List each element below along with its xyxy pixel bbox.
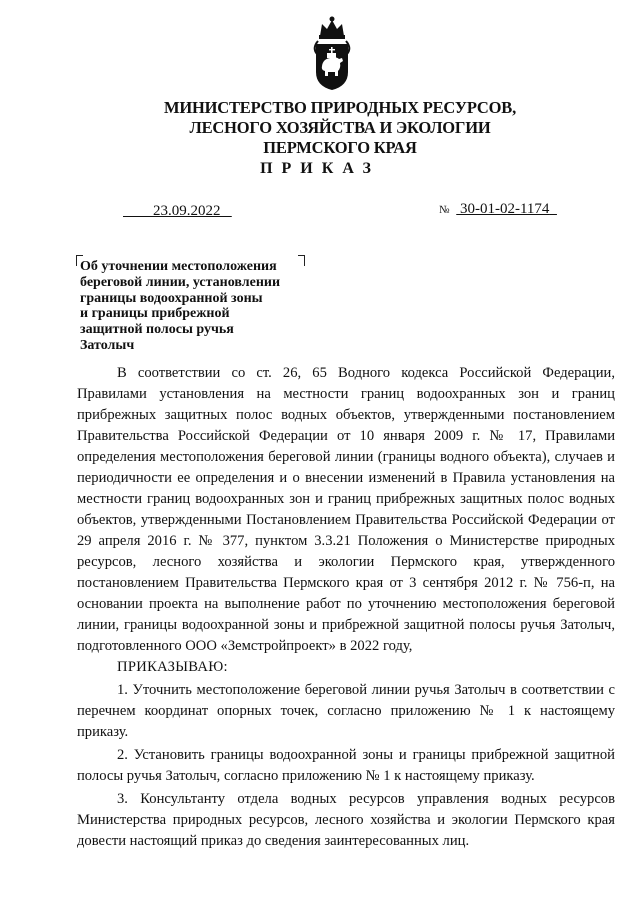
ministry-name [150,98,530,158]
order-item-2: 2. Установить границы водоохранной зоны и границы прибрежной защитной полосы ручья Затолыч, согласно приложению № 1 к настоящему приказу. [77,747,615,784]
subject-line: Затолыч [80,337,135,353]
ministry-line-2: ЛЕСНОГО ХОЗЯЙСТВА И ЭКОЛОГИИ [189,118,491,137]
order-date-value: 23.09.2022 [153,203,221,219]
order-subject [80,259,320,354]
document-type: ПРИКАЗ [260,160,380,177]
order-item-3: 3. Консультанту отдела водных ресурсов управления водных ресурсов Министерства природных ресурсов, лесного хозяйства и экологии Пермского края довести настоящий приказ до сведения заинтересованных лиц. [77,791,615,849]
subject-line: границы водоохранной зоны [80,290,263,306]
preamble-paragraph: В соответствии со ст. 26, 65 Водного кодекса Российской Федерации, Правилами установления на местности границ водоохранных зон и границ прибрежных защитных полос водных объектов, утвержденными постановлением Правительства Российской Федерации от 10 января 2009 г. № 17, Правилами определения местоположения береговой линии (границы водного объекта), случаев и периодичности ее определения и о внесении изменений в Правила установления на местности границ водоохранных зон и границ прибрежных защитных полос водных объектов, утвержденными Постановлением Правительства Российской Федерации от 29 апреля 2016 г. № 377, пунктом 3.3.21 Положения о Министерстве природных ресурсов, лесного хозяйства и экологии Пермского края, утвержденного постановлением Правительства Пермского края от 3 сентября 2012 г. № 756-п, на основании проекта на выполнение работ по уточнению местоположения береговой линии, границы водоохранной зоны и прибрежной защитной полосы ручья Затолыч, подготовленного ООО «Земстройпроект» в 2022 году, [77,365,615,654]
subject-line: защитной полосы ручья [80,322,234,338]
ministry-line-3: ПЕРМСКОГО КРАЯ [263,138,417,157]
perm-krai-coat-of-arms-icon [308,14,356,92]
subject-line: и границы прибрежной [80,306,230,322]
order-number-value: 30-01-02-1174 [460,201,550,217]
order-date [123,203,232,220]
prikazyvayu-heading: ПРИКАЗЫВАЮ: [117,659,228,675]
number-sign: № [439,204,450,216]
order-number [439,201,557,218]
subject-line: Об уточнении местоположения [80,259,277,274]
subject-line: береговой линии, установлении [80,274,281,290]
order-item-1: 1. Уточнить местоположение береговой линии ручья Затолыч в соответствии с перечнем координат опорных точек, согласно приложению № 1 к настоящему приказу. [77,682,615,740]
ministry-line-1: МИНИСТЕРСТВО ПРИРОДНЫХ РЕСУРСОВ, [164,98,516,117]
order-body [77,363,615,852]
